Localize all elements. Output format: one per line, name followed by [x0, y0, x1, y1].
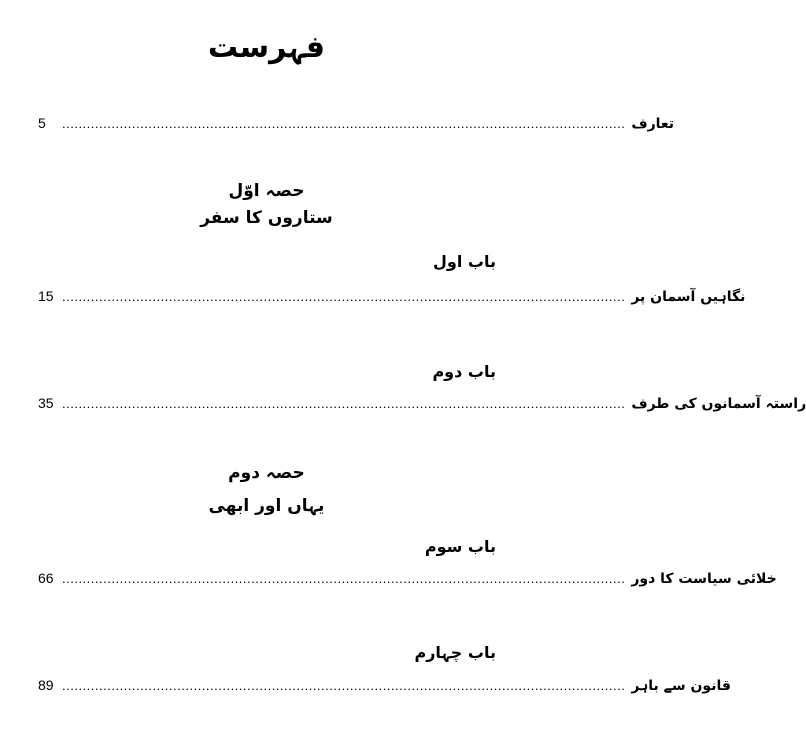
page-title: فہرست [207, 30, 326, 65]
part-1-heading: حصہ اوّل [228, 181, 305, 201]
part-2-subtitle: یہاں اور ابھی [208, 496, 325, 516]
dot-leader: ......................................................................................................................................... [62, 396, 626, 411]
page-number: 5 [38, 115, 46, 131]
dot-leader: ......................................................................................................................................... [62, 116, 626, 131]
part-1-subtitle: ستاروں کا سفر [200, 208, 333, 228]
chapter-2-heading: باب دوم [432, 362, 496, 381]
dot-leader: ......................................................................................................................................... [62, 289, 626, 304]
toc-entry-chapter-1 [38, 288, 746, 308]
chapter-4-heading: باب چہارم [414, 643, 496, 662]
toc-entry-chapter-3 [38, 570, 777, 590]
entry-title: خلائی سیاست کا دور [631, 571, 777, 587]
chapter-3-heading: باب سوم [424, 537, 496, 556]
part-2-heading: حصہ دوم [228, 463, 305, 483]
chapter-1-heading: باب اول [433, 252, 496, 271]
dot-leader: ......................................................................................................................................... [62, 678, 626, 693]
entry-title: قانون سے باہر [631, 678, 731, 694]
entry-title: تعارف [631, 116, 675, 132]
page-number: 66 [38, 570, 54, 586]
toc-entry-introduction [38, 115, 675, 135]
entry-title: راستہ آسمانوں کی طرف [631, 396, 806, 412]
dot-leader: ......................................................................................................................................... [62, 571, 626, 586]
toc-entry-chapter-2 [38, 395, 806, 415]
page-number: 89 [38, 677, 54, 693]
entry-title: نگاہیں آسمان پر [631, 289, 746, 305]
toc-entry-chapter-4 [38, 677, 731, 697]
page-number: 35 [38, 395, 54, 411]
page-number: 15 [38, 288, 54, 304]
